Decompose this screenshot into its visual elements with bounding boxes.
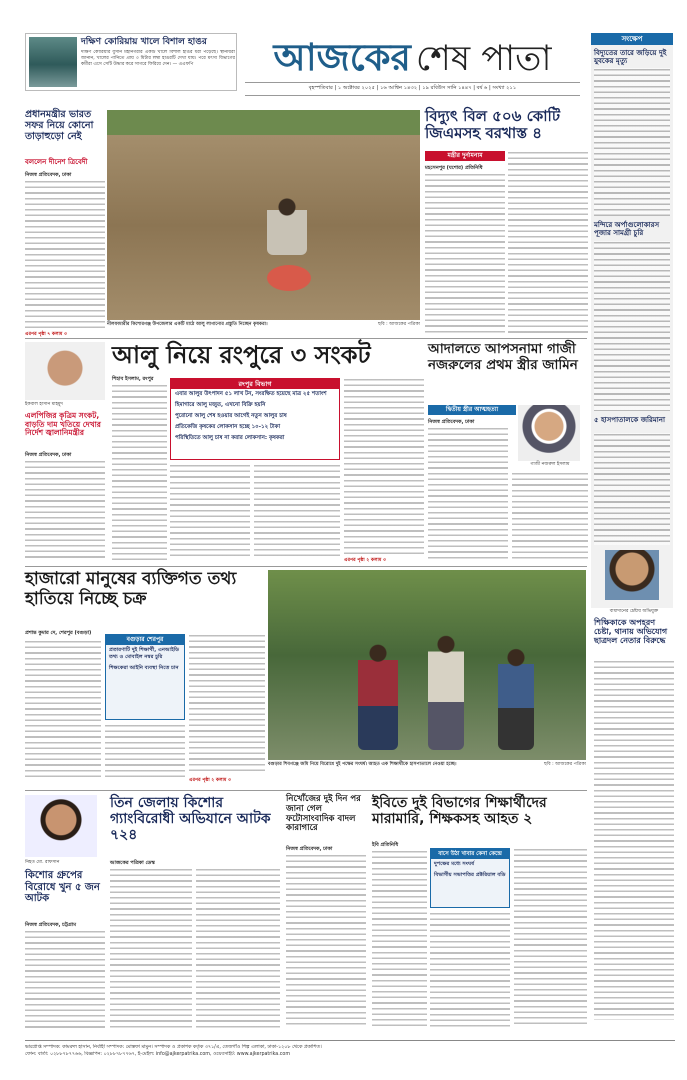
teaser-photo xyxy=(29,37,77,87)
gang-body-1 xyxy=(110,868,192,1028)
alu-story-body-1 xyxy=(112,384,167,560)
brief-4-portrait xyxy=(605,550,659,600)
data-story-byline: প্রশান্ত কুমার দে, শেরপুর (বগুড়া) xyxy=(25,630,92,636)
alu-story-continue: এরপর পৃষ্ঠা ২ কলাম ৩ xyxy=(344,558,386,563)
footer-line-2: ফোন: বার্তা: ০২৮৮৭৮৭৭৬৬, বিজ্ঞাপন: ০২৮৮৭৮৭৭৬৭, ই-মেইল: info@ajkerpatrika.com, ওয়েবসাইট: www.ajkerpatrika.com xyxy=(25,1052,291,1057)
crowd-figure-2 xyxy=(428,630,464,750)
farmer-figure xyxy=(267,195,307,255)
teaser-headline: দক্ষিণ কোরিয়ায় খালে বিশাল হাঙর xyxy=(81,37,207,47)
crowd-figure-3 xyxy=(498,645,534,750)
teaser-body: দক্ষিণ কোরিয়ার বুসান মহানগরীর একটি খালে বিশাল হাঙর ধরা পড়েছে। স্থানীয়রা জানান, খালের পানিতে প্রায় ৩ মিটার লম্বা হাঙরটি দেখা যায়। পরে মৎস্য বিভাগের কর্মীরা এসে সেটি উদ্ধার করে সাগরে ফিরিয়ে দেন। — এএফপি xyxy=(81,50,235,67)
pm-story-headline: প্রধানমন্ত্রীর ভারত সফর নিয়ে কোনো তাড়াহুড়ো নেই xyxy=(25,109,94,142)
teen-body xyxy=(25,930,105,1030)
brief-4-headline: শিক্ষিকাকে অপহরণ চেষ্টা, থানায় অভিযোগ ছাত্রদল নেতার বিরুদ্ধে xyxy=(594,618,668,646)
teen-portrait xyxy=(25,795,97,857)
bill-story-body-1 xyxy=(425,173,505,335)
rule-3 xyxy=(25,790,587,791)
masthead-title-left: আজকের xyxy=(273,35,411,79)
data-factbox-item-1: প্রতারণাটি দুই শিক্ষার্থী, এনআইডি তথ্য ও মোবাইল নম্বর চুরি xyxy=(109,647,180,660)
bill-story-headline: বিদ্যুৎ বিল ৫০৬ কোটি জিএমসহ বরখাস্ত ৪ xyxy=(425,107,561,143)
students-headline: ইবিতে দুই বিভাগের শিক্ষার্থীদের মারামারি, শিক্ষকসহ আহত ২ xyxy=(372,795,547,828)
brief-2-headline: মন্দিরে অর্পাগুলোকারস পূজার সামগ্রী চুরি xyxy=(594,221,660,238)
brief-1-body xyxy=(594,68,670,216)
students-body-3 xyxy=(514,848,587,1028)
brief-4-caption: বাধাদানের চেষ্টায় অভিযুক্ত xyxy=(609,609,659,614)
alu-story-body-4 xyxy=(344,378,424,554)
data-factbox-item-2: শিক্ষকেরা আইনি ব্যবস্থা নিতে চান xyxy=(109,665,179,671)
data-story-continue: এরপর পৃষ্ঠা ২ কলাম ৩ xyxy=(189,778,231,783)
students-factbox-item-1: দুপক্ষের মধ্যে সংঘর্ষ xyxy=(434,861,475,867)
alu-portrait xyxy=(25,342,105,400)
students-factbox xyxy=(430,848,510,908)
main-photo-caption: নীলফামারীর কিশোরগঞ্জ উপজেলার একটি মাঠে আলু লাগানোর প্রস্তুতি নিচ্ছেন কৃষকরা। xyxy=(107,322,268,327)
footer xyxy=(25,1040,675,1058)
pm-story-body xyxy=(25,180,105,328)
fertilizer-byline: নিজস্ব প্রতিবেদক, ঢাকা xyxy=(25,452,72,458)
data-factbox xyxy=(105,634,185,720)
teaser-box xyxy=(25,33,237,91)
gang-body-2 xyxy=(196,868,280,1028)
main-photo xyxy=(107,110,420,320)
rule-1 xyxy=(25,338,587,339)
data-story-body-2 xyxy=(105,724,185,780)
main-photo-credit: ছবি : আজকের পত্রিকা xyxy=(378,322,420,327)
masthead xyxy=(245,28,580,78)
brief-3-headline: ৫ হাসপাতালকে জরিমানা xyxy=(594,416,665,424)
students-body-1 xyxy=(372,850,427,1028)
alu-factbox-title: রংপুর বিভাগ xyxy=(171,379,339,389)
teen-headline: কিশোর গ্রুপের বিরোধে খুন ৫ জন আটক xyxy=(25,870,100,904)
data-factbox-title: বগুড়ার শেরপুর xyxy=(106,635,184,645)
alu-factbox-item-2: হিমাগারে আলু মজুত, এখনো বিক্রি হয়নি xyxy=(175,402,266,408)
court-story-headline: আদালতে আপসনামা গাজী নজরুলের প্রথম স্ত্রীর জামিন xyxy=(428,341,578,373)
alu-story-headline: আলু নিয়ে রংপুরে ৩ সংকট xyxy=(112,341,371,369)
fertilizer-body xyxy=(25,460,105,560)
court-story-body-2 xyxy=(512,472,588,562)
masthead-title-right: শেষ পাতা xyxy=(415,39,552,79)
alu-story-byline: শিহাব ইসলাম, রংপুর xyxy=(112,376,154,382)
rule-2 xyxy=(25,566,587,567)
pm-story-continue: এরপর পৃষ্ঠা ৭ কলাম ৩ xyxy=(25,332,67,337)
students-byline: ইবি প্রতিনিধি xyxy=(372,842,399,848)
masthead-dateline: বৃহস্পতিবার | ১ অক্টোবর ২০২৫ | ১৬ আশ্বিন ১৪৩২ | ১৯ রবিউস সানি ১৪৪৭ | বর্ষ ৬ | সংখ্যা ২১১ xyxy=(245,82,580,96)
brief-4-body xyxy=(594,660,674,1020)
alu-factbox xyxy=(170,378,340,460)
court-story-byline: নিজস্ব প্রতিবেদক, ঢাকা xyxy=(428,419,475,425)
missing-body xyxy=(286,854,366,1028)
alu-factbox-item-3: পুরোনো আলু শেষ হওয়ার আগেই নতুন আলুর চাষ xyxy=(175,413,287,419)
students-factbox-item-2: বিভাগীয় সভাপতির প্রক্টরিয়াল বডি xyxy=(434,872,506,878)
bill-story-body-2 xyxy=(508,151,588,335)
data-story-headline: হাজারো মানুষের ব্যক্তিগত তথ্য হাতিয়ে নিচ্ছে চক্র xyxy=(25,569,237,609)
teen-byline: নিজস্ব প্রতিবেদক, চট্টগ্রাম xyxy=(25,922,76,928)
right-column-header: সংক্ষেপ xyxy=(591,33,673,45)
teen-caption: নিহত মো. রাফসান xyxy=(25,860,60,865)
data-story-body-1 xyxy=(25,640,101,780)
alu-factbox-item-1: এবার আলুর উৎপাদন ৫১ লাখ টন, সংরক্ষিত হয়েছে মাত্র ২৫ শতাংশ xyxy=(175,391,327,397)
alu-factbox-item-4: প্রতিকেজি কৃষকের লোকসান হচ্ছে ১০-১২ টাকা xyxy=(175,424,281,430)
court-portrait xyxy=(518,405,580,461)
court-portrait-caption: গাজী নজরুল ইসলাম xyxy=(530,462,570,467)
pm-story-byline: নিজস্ব প্রতিবেদক, ঢাকা xyxy=(25,172,72,178)
alu-portrait-caption: ইকবাল হাসান মাহমুদ xyxy=(25,402,63,407)
pm-story-sub: বললেন দীনেশ ত্রিবেদী xyxy=(25,158,88,166)
brief-1-headline: বিদ্যুতের তারে জড়িয়ে দুই যুবকের মৃত্যু xyxy=(594,49,667,66)
clash-photo-caption: বগুড়ার শিবগঞ্জে জমি নিয়ে বিরোধে দুই পক্ষের সংঘর্ষ। আহত এক শিক্ষার্থীকে হাসপাতালে নেওয়া হচ্ছে। xyxy=(268,762,457,767)
missing-byline: নিজস্ব প্রতিবেদক, ঢাকা xyxy=(286,846,333,852)
clash-photo-credit: ছবি : আজকের পত্রিকা xyxy=(544,762,586,767)
court-story-subhead: দ্বিতীয় স্ত্রীর আত্মহত্যা xyxy=(428,405,516,415)
crowd-figure-1 xyxy=(358,640,398,750)
fertilizer-headline: এলপিজির কৃত্রিম সংকট, বাড়তি দাম খতিয়ে দেখার নির্দেশ জ্বালানিমন্ত্রীর xyxy=(25,411,101,438)
court-story-body-1 xyxy=(428,427,508,561)
data-story-body-3 xyxy=(189,634,265,774)
alu-story-body-2 xyxy=(170,464,250,560)
alu-story-body-3 xyxy=(254,464,340,560)
missing-headline: নিখোঁজের দুই দিন পর জানা গেল ফটোসাংবাদিক বাদল কারাগারে xyxy=(286,794,361,834)
brief-3-body xyxy=(594,433,670,545)
gang-byline: আজকের পত্রিকা ডেস্ক xyxy=(110,860,155,866)
students-factbox-title: বাসে উঠা খাবার কেনা কেন্দ্রে xyxy=(431,849,509,859)
students-body-2 xyxy=(430,912,510,1028)
bill-story-byline: মহসেনপুর (যশোর) প্রতিনিধি xyxy=(425,165,483,171)
alu-factbox-item-5: পরিস্থিতিতে আলু চাষ না করার লোকসান: কৃষকরা xyxy=(175,435,285,441)
bill-story-subhead: মন্ত্রীর দুর্নামনাম xyxy=(425,151,505,161)
gang-headline: তিন জেলায় কিশোর গ্যাংবিরোধী অভিযানে আটক ৭২৪ xyxy=(110,795,271,844)
potato-basket xyxy=(267,265,311,291)
brief-2-body xyxy=(594,241,670,411)
right-column xyxy=(591,33,673,608)
clash-photo xyxy=(268,570,586,760)
footer-line-1: ভারপ্রাপ্ত সম্পাদক: কামরুল হাসান, নির্বাহী সম্পাদক: মোস্তফা মামুন। সম্পাদক ও প্রকাশক কর্তৃক ৩৭১/এ, তেজগাঁও শিল্প এলাকা, ঢাকা-১২০৮ থেকে প্রকাশিত। xyxy=(25,1045,322,1050)
